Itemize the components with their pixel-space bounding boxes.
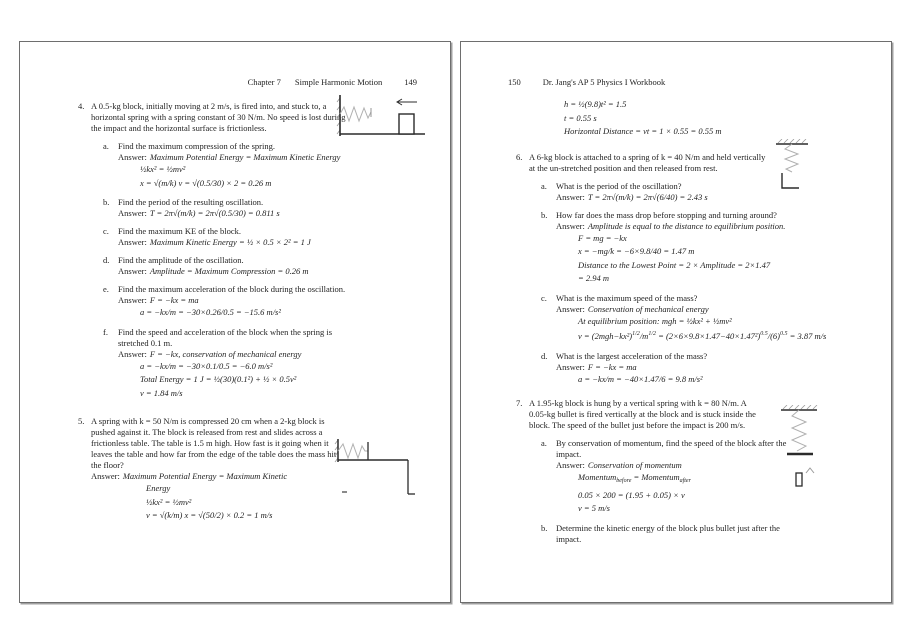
spring-table-edge-figure — [334, 438, 429, 500]
answer-line: Answer: Maximum Potential Energy = Maximum Kinetic — [91, 471, 288, 481]
problem-4-part-f: f. Find the speed and acceleration of the block when the spring is stretched 0.1 m. Answer: F = −kx, conservation of mechanical energy a = −kx/m = −30×0.1/0.5 = −6.0 m/s² Total Energy = 1 J = ½(30)(0.1²) + ½ × 0.5v² v = 1.84 m/s — [103, 327, 378, 401]
formula-line: F = mg = −kx — [578, 232, 627, 243]
problem-4-part-b: b. Find the period of the resulting oscillation. Answer: T = 2π√(m/k) = 2π√(0.5/30) = 0.811 s — [103, 197, 378, 219]
formula-line: Momentum$_{before}$ = Momentum$_{after}$ — [578, 472, 691, 484]
answer-line: Answer: F = −kx = ma — [118, 295, 199, 305]
answer-line: Answer: Amplitude is equal to the distance to equilibrium position. — [556, 220, 786, 231]
problem-5-solution-continuation — [564, 98, 826, 139]
problem-4-part-e: e. Find the maximum acceleration of the block during the oscillation. Answer: F = −kx = ma a = −kx/m = −30×0.26/0.5 = −15.6 m/s² — [103, 284, 378, 320]
formula-line: $v = (2mgh-kx^2)^{1/2}/m^{1/2} = (2\times 6\times 9.8\times 1.47-40\times 1.47^2)^{0.5}/(6)^{0.5} = 3.87$ m/s — [578, 331, 827, 341]
problem-4 — [78, 101, 378, 400]
question: What is the maximum speed of the mass? — [556, 292, 698, 303]
problem-6-part-b: b. How far does the mass drop before stopping and turning around? Answer: Amplitude is equal to the distance to equilibrium position. F = mg = −kx x = −mg/k = −6×9.8/40 = 1.47 m Distance to the Lowest Point = 2 × Amplitude = 2×1.47 = 2.94 m — [541, 210, 826, 286]
vertical-spring-figure — [772, 139, 818, 193]
problem-7-part-b: b. Determine the kinetic energy of the block plus bullet just after the impact. — [541, 523, 826, 545]
chapter-title: Simple Harmonic Motion — [294, 77, 383, 87]
formula-line: a = −kx/m = −30×0.26/0.5 = −15.6 m/s² — [140, 307, 281, 317]
formula-line: ½kx² = ½mv² — [140, 164, 186, 174]
formula-line: At equilibrium position: mgh = ½kx² + ½mv² — [578, 315, 732, 326]
page-left — [19, 41, 451, 603]
formula-line: a = −kx/m = −30×0.1/0.5 = −6.0 m/s² — [140, 360, 273, 371]
problem-6-part-c: c. What is the maximum speed of the mass? Answer: Conservation of mechanical energy At equilibrium position: mgh = ½kx² + ½mv² $v = (2mgh-kx^2)^{1/2}/m^{1/2} = (2\times 6\times 9.8\times 1.47-40\times 1.47^2)^{0.5}/(6)^{0.5} = 3.87$ m/s — [541, 293, 826, 344]
answer-line: Answer: Maximum Kinetic Energy = ½ × 0.5 × 2² = 1 J — [118, 237, 311, 247]
question: How far does the mass drop before stopping and turning around? — [556, 209, 777, 220]
problem-5-number: 5. — [78, 416, 85, 426]
answer-line: Answer: F = −kx, conservation of mechanical energy — [118, 348, 302, 359]
chapter-label: Chapter 7 — [247, 77, 281, 87]
problem-4-text: A 0.5-kg block, initially moving at 2 m/s, is fired into, and stuck to, a horizontal spring with a spring constant of 30 N/m. No speed is lost during the impact and the horizontal surface is frictionless. — [91, 101, 346, 133]
problem-5-text: A spring with k = 50 N/m is compressed 20 cm when a 2-kg block is pushed against it. The block is released from rest and slides across a frictionless table. The table is 1.5 m high. How fast is it going when it leaves the table and how far from the edge of the table does the mass hit the floor? — [91, 416, 337, 470]
formula-line: v = 5 m/s — [578, 503, 610, 513]
page-right-header — [461, 77, 891, 88]
answer-line: Answer: Conservation of mechanical energy — [556, 303, 709, 314]
answer-line: Answer: F = −kx = ma — [556, 361, 637, 372]
answer-line: Answer: Maximum Potential Energy = Maximum Kinetic Energy — [118, 152, 341, 162]
formula-line: Distance to the Lowest Point = 2 × Amplitude = 2×1.47 — [578, 259, 771, 270]
question: What is the period of the oscillation? — [556, 180, 682, 191]
formula-line: h = ½(9.8)t² = 1.5 — [564, 99, 627, 109]
question: Determine the kinetic energy of the block plus bullet just after the impact. — [556, 522, 780, 544]
problem-7-part-a: a. By conservation of momentum, find the speed of the block after the impact. Answer: Conservation of momentum Momentum$_{before}$ = Momentum$_{after}$ 0.05 × 200 = (1.95 + 0.05) × v v = 5 m/s — [541, 438, 826, 516]
formula-line: t = 0.55 s — [564, 112, 597, 123]
problem-4-part-c: c. Find the maximum KE of the block. Answer: Maximum Kinetic Energy = ½ × 0.5 × 2² = 1 J — [103, 226, 378, 248]
problem-6-part-a: a. What is the period of the oscillation? Answer: T = 2π√(m/k) = 2π√(6/40) = 2.43 s — [541, 181, 826, 203]
question: Find the speed and acceleration of the block when the spring is stretched 0.1 m. — [118, 326, 333, 348]
formula-line: 0.05 × 200 = (1.95 + 0.05) × v — [578, 489, 685, 500]
problem-4-part-d: d. Find the amplitude of the oscillation. Answer: Amplitude = Maximum Compression = 0.26 m — [103, 255, 378, 277]
problem-6-number: 6. — [516, 151, 523, 162]
page-left-content — [78, 101, 378, 523]
problem-7-number: 7. — [516, 398, 523, 408]
formula-line: x = √(m/k) v = √(0.5/30) × 2 = 0.26 m — [140, 177, 272, 188]
vertical-spring-bullet-figure — [775, 405, 827, 495]
formula-line: v = √(k/m) x = √(50/2) × 0.2 = 1 m/s — [146, 510, 273, 520]
problem-4-number: 4. — [78, 101, 85, 111]
problem-6-text: A 6-kg block is attached to a spring of k = 40 N/m and held vertically at the un-stretched position and then released from rest. — [529, 151, 766, 173]
answer-line: Answer: Conservation of momentum — [556, 460, 682, 470]
answer-line: Answer: T = 2π√(m/k) = 2π√(6/40) = 2.43 s — [556, 191, 708, 202]
page-number-149: 149 — [404, 77, 417, 87]
formula-line: x = −mg/k = −6×9.8/40 = 1.47 m — [578, 246, 695, 256]
problem-6-part-d: d. What is the largest acceleration of the mass? Answer: F = −kx = ma a = −kx/m = −40×1.47/6 = 9.8 m/s² — [541, 351, 826, 387]
question: Find the maximum acceleration of the block during the oscillation. — [118, 284, 346, 294]
question: Find the period of the resulting oscillation. — [118, 197, 264, 207]
formula-line: ½kx² = ½mv² — [146, 496, 192, 507]
book-title: Dr. Jang's AP 5 Physics I Workbook — [542, 77, 666, 87]
question: Find the amplitude of the oscillation. — [118, 255, 244, 265]
problem-7-text: A 1.95-kg block is hung by a vertical spring with k = 80 N/m. A 0.05-kg bullet is fired vertically at the block and is stuck inside the block. The speed of the bullet just before the impact is 200 m/s. — [529, 398, 756, 430]
page-left-header — [20, 77, 450, 88]
horizontal-spring-block-figure — [336, 94, 428, 140]
question: Find the maximum KE of the block. — [118, 226, 241, 236]
page-number-150: 150 — [508, 77, 521, 87]
formula-line: = 2.94 m — [578, 273, 609, 283]
formula-line: a = −kx/m = −40×1.47/6 = 9.8 m/s² — [578, 373, 703, 384]
answer-continuation: Energy — [146, 483, 171, 493]
problem-5 — [78, 416, 378, 523]
question: By conservation of momentum, find the speed of the block after the impact. — [556, 438, 787, 459]
problem-4-part-a: a. Find the maximum compression of the spring. Answer: Maximum Potential Energy = Maximum Kinetic Energy ½kx² = ½mv² x = √(m/k) v = √(0.5/30) × 2 = 0.26 m — [103, 141, 378, 190]
formula-line: Horizontal Distance = vt = 1 × 0.55 = 0.55 m — [564, 126, 722, 136]
answer-line: Answer: T = 2π√(m/k) = 2π√(0.5/30) = 0.811 s — [118, 208, 280, 218]
question: Find the maximum compression of the spring. — [118, 141, 275, 151]
answer-line: Answer: Amplitude = Maximum Compression = 0.26 m — [118, 266, 309, 276]
page-right — [460, 41, 892, 603]
question: What is the largest acceleration of the mass? — [556, 350, 708, 361]
formula-line: v = 1.84 m/s — [140, 387, 183, 398]
formula-line: Total Energy = 1 J = ½(30)(0.1²) + ½ × 0.5v² — [140, 374, 297, 384]
